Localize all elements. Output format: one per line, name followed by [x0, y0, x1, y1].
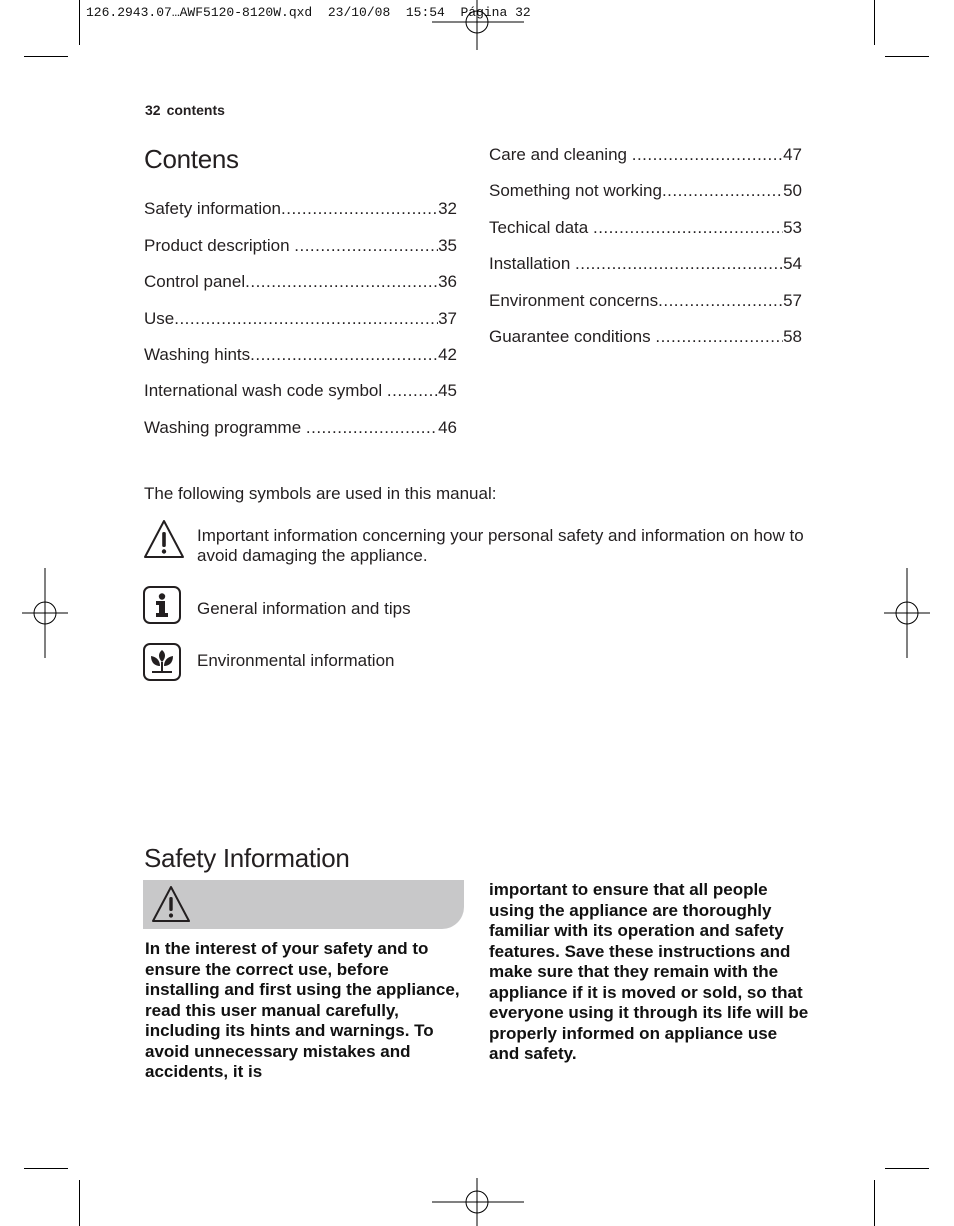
toc-entry[interactable]: Control panel ..... 36	[144, 272, 457, 292]
running-head	[145, 102, 225, 118]
symbols-intro: The following symbols are used in this manual:	[144, 484, 497, 503]
toc-entry[interactable]: International wash code symbol ..... 45	[144, 381, 457, 401]
toc-entry[interactable]: Guarantee conditions ..... 58	[489, 327, 802, 347]
registration-mark-bottom	[432, 1178, 524, 1226]
toc-entry[interactable]: Something not working ..... 50	[489, 181, 802, 201]
section-name: contents	[166, 102, 225, 118]
warning-triangle-icon	[150, 884, 192, 924]
page-number: 32	[145, 102, 161, 118]
warning-triangle-icon	[142, 518, 186, 560]
toc-entry[interactable]: Care and cleaning ..... 47	[489, 145, 802, 165]
toc-entry[interactable]: Safety information ..... 32	[144, 199, 457, 219]
toc-entry[interactable]: Installation ..... 54	[489, 254, 802, 274]
safety-title: Safety Information	[144, 843, 350, 873]
toc-entry[interactable]: Techical data ..... 53	[489, 218, 802, 238]
environment-icon	[143, 643, 181, 681]
toc-entry[interactable]: Environment concerns ..... 57	[489, 291, 802, 311]
registration-mark-left	[22, 568, 68, 658]
registration-mark-top	[432, 0, 524, 50]
print-slug: 126.2943.07…AWF5120-8120W.qxd 23/10/08 15:54 Página 32	[86, 5, 531, 20]
toc-entry[interactable]: Product description ..... 35	[144, 236, 457, 256]
toc-entry[interactable]: Washing programme ..... 46	[144, 418, 457, 438]
info-symbol-description: General information and tips	[197, 599, 411, 618]
info-icon	[143, 586, 181, 624]
safety-text-left: In the interest of your safety and to ensure the correct use, before installing and first using the appliance, read this user manual carefully, including its hints and warnings. To avoid unnecessary mistakes and accidents, it is	[145, 939, 460, 1081]
environment-symbol-description: Environmental information	[197, 651, 395, 670]
contents-title: Contens	[144, 144, 239, 174]
toc-entry[interactable]: Use ..... 37	[144, 309, 457, 329]
safety-text-right: important to ensure that all people using the appliance are thoroughly familiar with its operation and safety features. Save these instructions and make sure that they remain with the appliance if it is moved or sold, so that everyone using it through its life will be properly informed on appliance use and safety.	[489, 880, 809, 1063]
registration-mark-right	[884, 568, 930, 658]
toc-entry[interactable]: Washing hints ..... 42	[144, 345, 457, 365]
warning-symbol-description: Important information concerning your personal safety and information on how to avoid damaging the appliance.	[197, 526, 804, 565]
